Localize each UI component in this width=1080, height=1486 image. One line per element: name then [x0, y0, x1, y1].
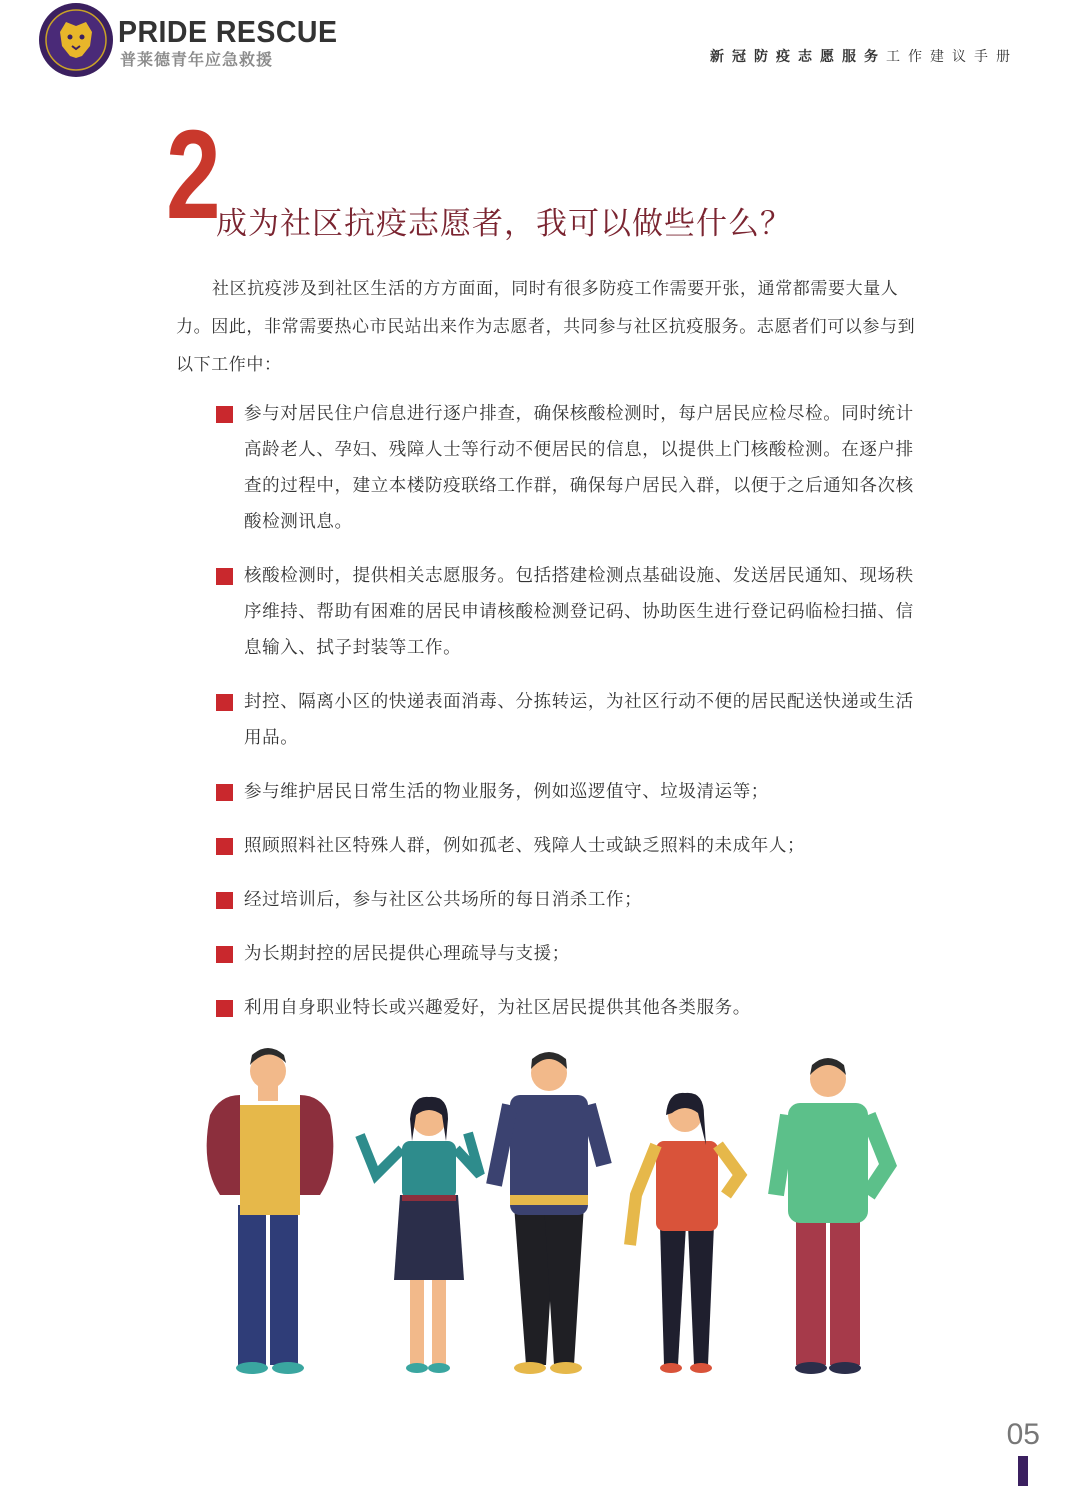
- list-item-text: 核酸检测时，提供相关志愿服务。包括搭建检测点基础设施、发送居民通知、现场秩序维持、帮助有困难的居民申请核酸检测登记码、协助医生进行登记码临检扫描、信息输入、拭子封装等工作。: [244, 566, 914, 658]
- person-1-figure: [207, 1048, 334, 1374]
- handbook-title: [710, 46, 1018, 66]
- list-item-text: 利用自身职业特长或兴趣爱好，为社区居民提供其他各类服务。: [244, 998, 751, 1018]
- list-item: [216, 882, 916, 918]
- person-2-figure: [360, 1097, 480, 1373]
- section-number: 2: [166, 104, 221, 245]
- brand-name-en: PRIDE RESCUE: [118, 14, 338, 49]
- list-item-text: 封控、隔离小区的快递表面消毒、分拣转运，为社区行动不便的居民配送快递或生活用品。: [244, 692, 914, 748]
- list-item-text: 参与对居民住户信息进行逐户排查，确保核酸检测时，每户居民应检尽检。同时统计高龄老人、孕妇、残障人士等行动不便居民的信息，以提供上门核酸检测。在逐户排查的过程中，建立本楼防疫联络工作群，确保每户居民入群，以便于之后通知各次核酸检测讯息。: [244, 404, 914, 532]
- volunteers-illustration: [180, 1045, 920, 1380]
- square-bullet-icon: [216, 568, 233, 585]
- page-number: 05: [1006, 1418, 1040, 1451]
- square-bullet-icon: [216, 1000, 233, 1017]
- handbook-title-rest: 工作建议手册: [886, 49, 1018, 65]
- list-item: [216, 396, 916, 540]
- square-bullet-icon: [216, 694, 233, 711]
- square-bullet-icon: [216, 892, 233, 909]
- person-4-figure: [630, 1093, 740, 1373]
- list-item-text: 经过培训后，参与社区公共场所的每日消杀工作；: [244, 890, 643, 910]
- pride-rescue-logo: [38, 2, 114, 78]
- square-bullet-icon: [216, 946, 233, 963]
- person-5-figure: [776, 1058, 888, 1374]
- brand-name-cn: 普莱德青年应急救援: [120, 50, 274, 69]
- list-item: [216, 558, 916, 666]
- list-item: [216, 684, 916, 756]
- list-item-text: 为长期封控的居民提供心理疏导与支援；: [244, 944, 570, 964]
- list-item: [216, 774, 916, 810]
- square-bullet-icon: [216, 784, 233, 801]
- section-title: 成为社区抗疫志愿者，我可以做些什么？: [216, 206, 792, 242]
- list-item: [216, 828, 916, 864]
- list-item-text: 参与维护居民日常生活的物业服务，例如巡逻值守、垃圾清运等；: [244, 782, 769, 802]
- square-bullet-icon: [216, 838, 233, 855]
- list-item: [216, 936, 916, 972]
- person-3-figure: [494, 1052, 604, 1374]
- page-marker-bar: [1018, 1456, 1028, 1486]
- list-item-text: 照顾照料社区特殊人群，例如孤老、残障人士或缺乏照料的未成年人；: [244, 836, 806, 856]
- volunteer-task-list: [216, 396, 916, 1044]
- square-bullet-icon: [216, 406, 233, 423]
- intro-paragraph: 社区抗疫涉及到社区生活的方方面面，同时有很多防疫工作需要开张，通常都需要大量人力。因此，非常需要热心市民站出来作为志愿者，共同参与社区抗疫服务。志愿者们可以参与到以下工作中：: [176, 279, 916, 375]
- list-item: [216, 990, 916, 1026]
- handbook-title-bold: 新冠防疫志愿服务: [710, 49, 886, 65]
